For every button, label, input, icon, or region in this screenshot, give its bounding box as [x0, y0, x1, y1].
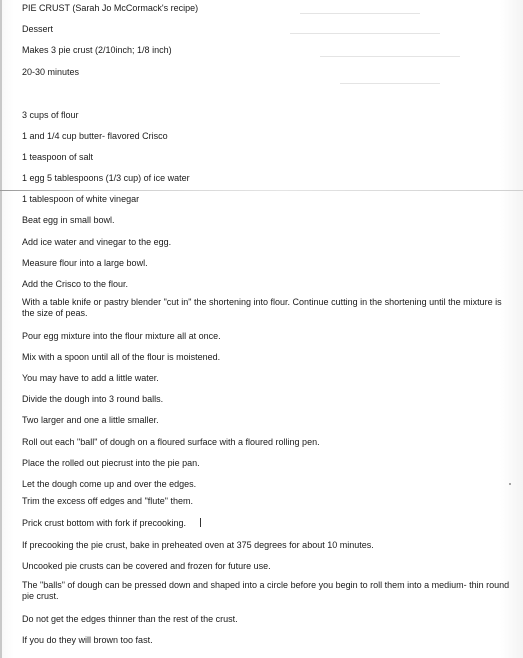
instruction-step: Roll out each "ball" of dough on a floured surface with a floured rolling pen. — [22, 437, 320, 447]
page-edge-shadow — [0, 0, 2, 658]
ingredient-item: 1 teaspoon of salt — [22, 152, 94, 162]
recipe-yield: Makes 3 pie crust (2/10inch; 1/8 inch) — [22, 45, 172, 55]
instruction-step: Measure flour into a large bowl. — [22, 258, 148, 268]
scan-speck — [509, 483, 511, 485]
instruction-step: Beat egg in small bowl. — [22, 215, 115, 225]
ingredient-item: 1 egg 5 tablespoons (1/3 cup) of ice water — [22, 173, 190, 183]
scan-crease-line — [0, 190, 523, 191]
instruction-step: Mix with a spoon until all of the flour is moistened. — [22, 352, 221, 362]
instruction-step: You may have to add a little water. — [22, 373, 159, 383]
ingredient-item: 1 tablespoon of white vinegar — [22, 194, 140, 204]
instruction-step-text: Prick crust bottom with fork if precooking. — [22, 518, 187, 528]
text-cursor-mark — [200, 518, 201, 527]
ingredient-item: 3 cups of flour — [22, 110, 79, 120]
instruction-step — [22, 518, 502, 529]
instruction-step: Divide the dough into 3 round balls. — [22, 394, 164, 404]
instruction-step: The "balls" of dough can be pressed down and shaped into a circle before you begin to roll them into a medium- thin round pie crust. — [22, 580, 510, 601]
instruction-step: Add the Crisco to the flour. — [22, 279, 129, 289]
instruction-step: If you do they will brown too fast. — [22, 635, 153, 645]
instruction-step: Let the dough come up and over the edges. — [22, 479, 197, 489]
instruction-step: Do not get the edges thinner than the rest of the crust. — [22, 614, 238, 624]
recipe-time: 20-30 minutes — [22, 67, 80, 77]
instruction-step: With a table knife or pastry blender "cut in" the shortening into flour. Continue cutting in the shortening until the mixture is the size of peas. — [22, 297, 502, 318]
instruction-step: Two larger and one a little smaller. — [22, 415, 159, 425]
instruction-step: Trim the excess off edges and "flute" them. — [22, 496, 193, 506]
bleed-through-mark — [340, 83, 440, 84]
instruction-step: Place the rolled out piecrust into the pie pan. — [22, 458, 200, 468]
ingredient-item: 1 and 1/4 cup butter- flavored Crisco — [22, 131, 168, 141]
instruction-step: Pour egg mixture into the flour mixture all at once. — [22, 331, 221, 341]
instruction-step: Uncooked pie crusts can be covered and frozen for future use. — [22, 561, 271, 571]
recipe-category: Dessert — [22, 24, 54, 34]
instruction-step: Add ice water and vinegar to the egg. — [22, 237, 172, 247]
instruction-step: If precooking the pie crust, bake in preheated oven at 375 degrees for about 10 minutes. — [22, 540, 374, 550]
recipe-title: PIE CRUST (Sarah Jo McCormack's recipe) — [22, 3, 199, 13]
bleed-through-mark — [320, 56, 460, 57]
